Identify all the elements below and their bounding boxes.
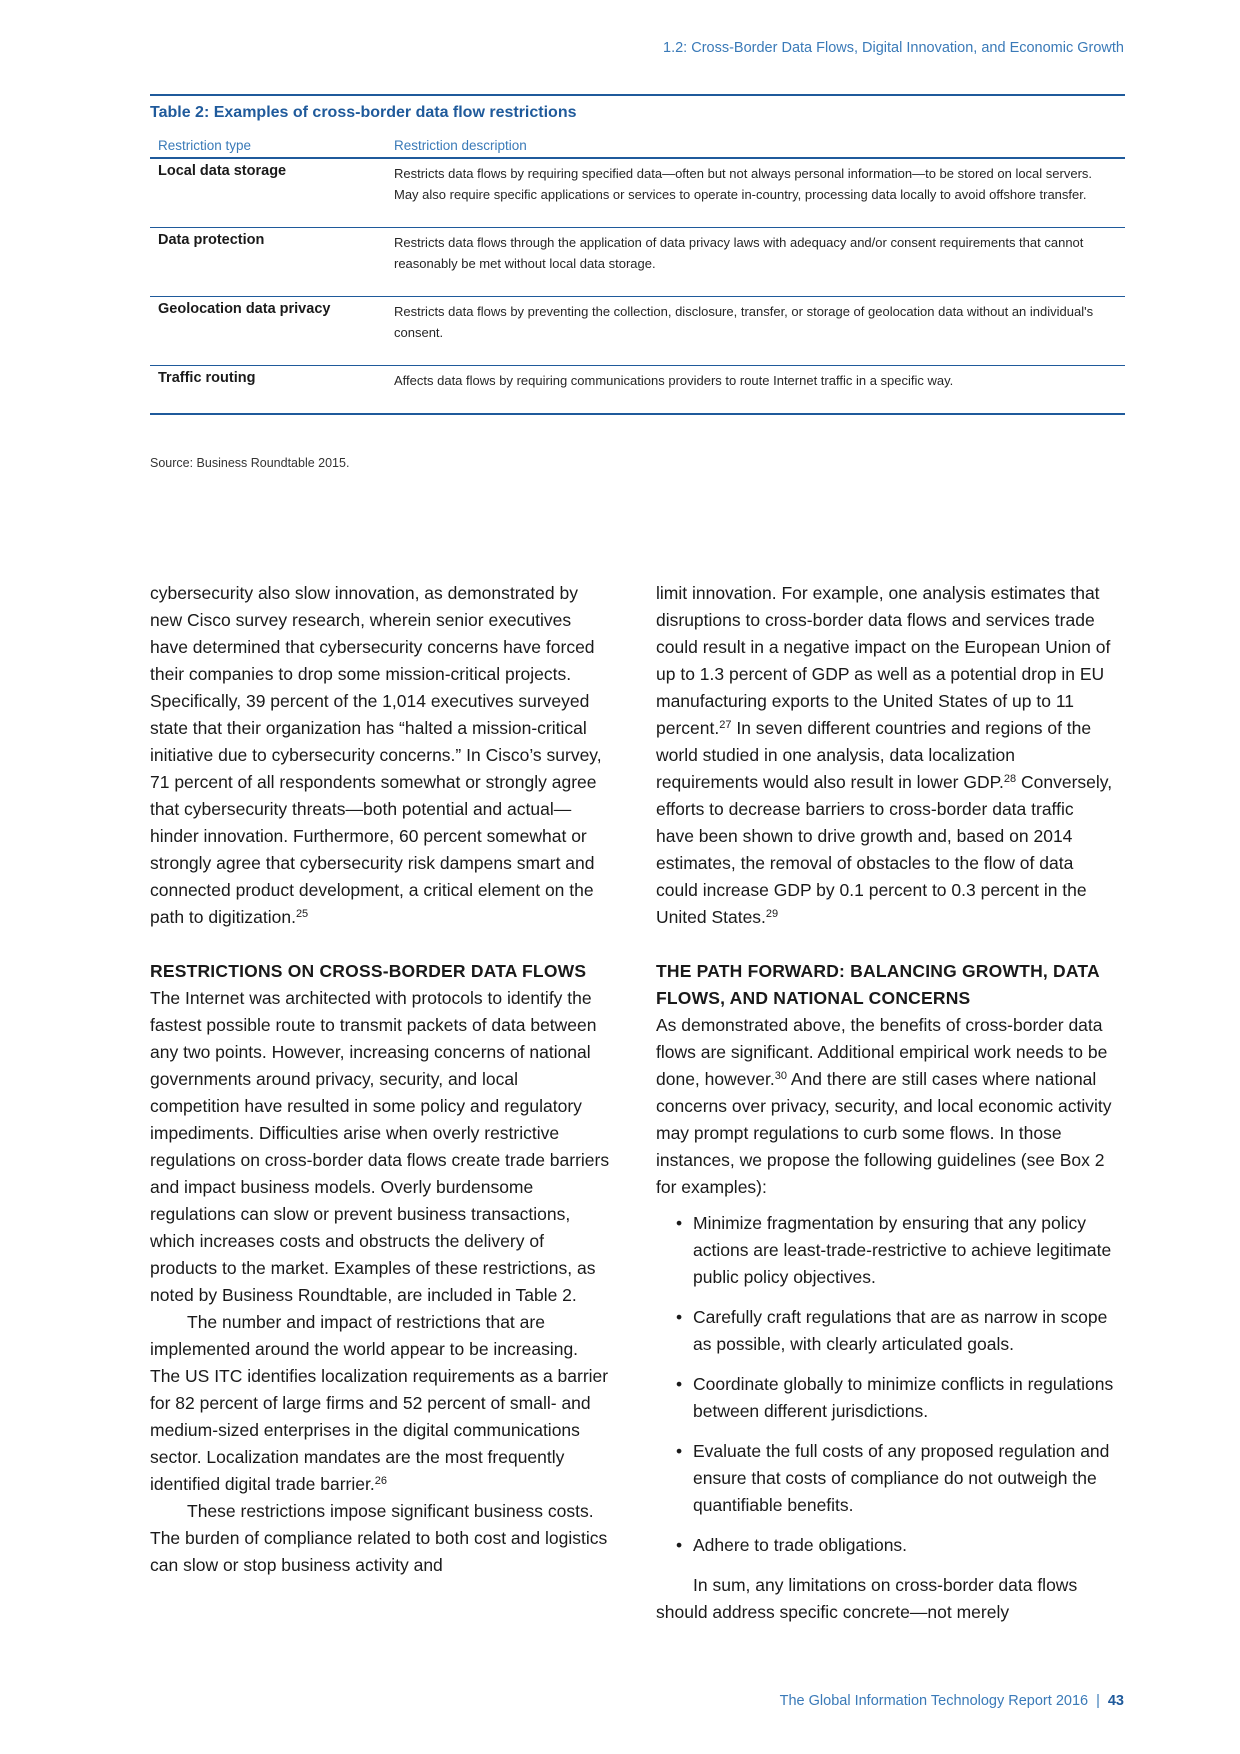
paragraph-text: As demonstrated above, the benefits of cross-border data flows are significant. Additional empirical work needs to be done, however. (656, 1015, 1108, 1089)
paragraph: These restrictions impose significant business costs. The burden of compliance related to both cost and logistics can slow or stop business activity and (150, 1501, 608, 1575)
restriction-description: Restricts data flows by preventing the collection, disclosure, transfer, or storage of geolocation data without an individual's consent. (386, 297, 1125, 366)
running-header: 1.2: Cross-Border Data Flows, Digital Innovation, and Economic Growth (663, 40, 1124, 56)
list-item-text: Carefully craft regulations that are as narrow in scope as possible, with clearly articulated goals. (693, 1307, 1108, 1354)
bullet-icon: • (676, 1213, 683, 1233)
paragraph: The Internet was architected with protocols to identify the fastest possible route to transmit packets of data between any two points. However, increasing concerns of national governments around privacy, security, and local competition have resulted in some policy and regulatory impediments. Difficulties arise when overly restrictive regulations on cross-border data flows create trade barriers and impact business models. Overly burdensome regulations can slow or prevent business transactions, which increases costs and obstructs the delivery of products to the market. Examples of these restrictions, as noted by Business Roundtable, are included in Table 2. (150, 988, 610, 1305)
column-header-description: Restriction description (386, 134, 1125, 158)
bullet-icon: • (676, 1307, 683, 1327)
bullet-icon: • (676, 1535, 683, 1555)
list-item (656, 1532, 1116, 1559)
guidelines-list (656, 1210, 1116, 1559)
footnote-ref: 26 (374, 1474, 387, 1487)
paragraph (150, 1309, 610, 1498)
page-footer (780, 1693, 1124, 1709)
paragraph: In sum, any limitations on cross-border data flows should address specific concrete—not merely (656, 1575, 1078, 1622)
footnote-ref: 29 (765, 907, 779, 920)
footer-separator: | (1096, 1693, 1100, 1709)
footnote-ref: 28 (1003, 772, 1017, 785)
paragraph-text: The number and impact of restrictions that are implemented around the world appear to be increasing. The US ITC identifies localization requirements as a barrier for 82 percent of large firms and 52 percent of small- and medium-sized enterprises in the digital communications sector. Localization mandates are the most frequently identified digital trade barrier. (150, 1312, 609, 1494)
restriction-description: Restricts data flows by requiring specified data—often but not always personal information—to be stored on local servers. May also require specific applications or services to operate in-country, processing data locally to avoid offshore transfer. (386, 158, 1125, 228)
list-item (656, 1438, 1116, 1519)
paragraph-text: And there are still cases where national concerns over privacy, security, and local economic activity may prompt regulations to curb some flows. In those instances, we propose the following guidelines (see Box 2 for examples): (656, 1069, 1112, 1197)
footnote-ref: 27 (719, 718, 732, 731)
list-item (656, 1210, 1116, 1291)
section-heading: THE PATH FORWARD: BALANCING GROWTH, DATA FLOWS, AND NATIONAL CONCERNS (656, 961, 1100, 1008)
table-row (150, 366, 1125, 415)
right-text-column (656, 580, 1116, 1626)
restriction-type: Data protection (150, 228, 386, 297)
list-item-text: Evaluate the full costs of any proposed regulation and ensure that costs of compliance do not outweigh the quantifiable benefits. (693, 1441, 1110, 1515)
restrictions-table (150, 134, 1125, 415)
bullet-icon: • (676, 1374, 683, 1394)
paragraph-text: Conversely, efforts to decrease barriers to cross-border data traffic have been shown to drive growth and, based on 2014 estimates, the removal of obstacles to the flow of data could increase GDP by 0.1 percent to 0.3 percent in the United States. (656, 772, 1113, 927)
paragraph (150, 580, 610, 931)
table-row (150, 158, 1125, 228)
table-row (150, 297, 1125, 366)
table-top-rule (150, 94, 1125, 96)
list-item (656, 1371, 1116, 1425)
table-header-row (150, 134, 1125, 158)
footnote-ref: 25 (295, 907, 309, 920)
table-source-note: Source: Business Roundtable 2015. (150, 456, 350, 470)
restrictions-table-block (150, 94, 1125, 415)
paragraph-text: cybersecurity also slow innovation, as demonstrated by new Cisco survey research, wherein senior executives have determined that cybersecurity concerns have forced their companies to drop some mission-critical projects. Specifically, 39 percent of the 1,014 executives surveyed state that their organization has “halted a mission-critical initiative due to cybersecurity concerns.” In Cisco’s survey, 71 percent of all respondents somewhat or strongly agree that cybersecurity threats—both potential and actual—hinder innovation. Furthermore, 60 percent somewhat or strongly agree that cybersecurity risk dampens smart and connected product development, a critical element on the path to digitization. (150, 583, 602, 927)
paragraph-text: In seven different countries and regions of the world studied in one analysis, data localization requirements would also result in lower GDP. (656, 718, 1092, 792)
list-item-text: Adhere to trade obligations. (693, 1535, 908, 1555)
page-number: 43 (1107, 1693, 1124, 1709)
table-row (150, 228, 1125, 297)
restriction-type: Traffic routing (150, 366, 386, 415)
restriction-description: Restricts data flows through the application of data privacy laws with adequacy and/or consent requirements that cannot reasonably be met without local data storage. (386, 228, 1125, 297)
column-header-type: Restriction type (150, 134, 386, 158)
footnote-ref: 30 (774, 1069, 787, 1082)
restriction-type: Local data storage (150, 158, 386, 228)
paragraph (656, 1012, 1116, 1201)
paragraph (656, 580, 1116, 931)
restriction-type: Geolocation data privacy (150, 297, 386, 366)
list-item (656, 1304, 1116, 1358)
table-title: Table 2: Examples of cross-border data flow restrictions (150, 104, 577, 121)
paragraph-text: limit innovation. For example, one analysis estimates that disruptions to cross-border data flows and services trade could result in a negative impact on the European Union of up to 1.3 percent of GDP as well as a potential drop in EU manufacturing exports to the United States of up to 11 percent. (656, 583, 1111, 738)
footer-report-title: The Global Information Technology Report 2016 (779, 1693, 1089, 1709)
list-item-text: Coordinate globally to minimize conflicts in regulations between different jurisdictions. (693, 1374, 1114, 1421)
section-heading: RESTRICTIONS ON CROSS-BORDER DATA FLOWS (150, 961, 587, 981)
list-item-text: Minimize fragmentation by ensuring that any policy actions are least-trade-restrictive to achieve legitimate public policy objectives. (693, 1213, 1112, 1287)
left-text-column (150, 580, 610, 1579)
restriction-description: Affects data flows by requiring communications providers to route Internet traffic in a specific way. (386, 366, 1125, 415)
bullet-icon: • (676, 1441, 683, 1461)
